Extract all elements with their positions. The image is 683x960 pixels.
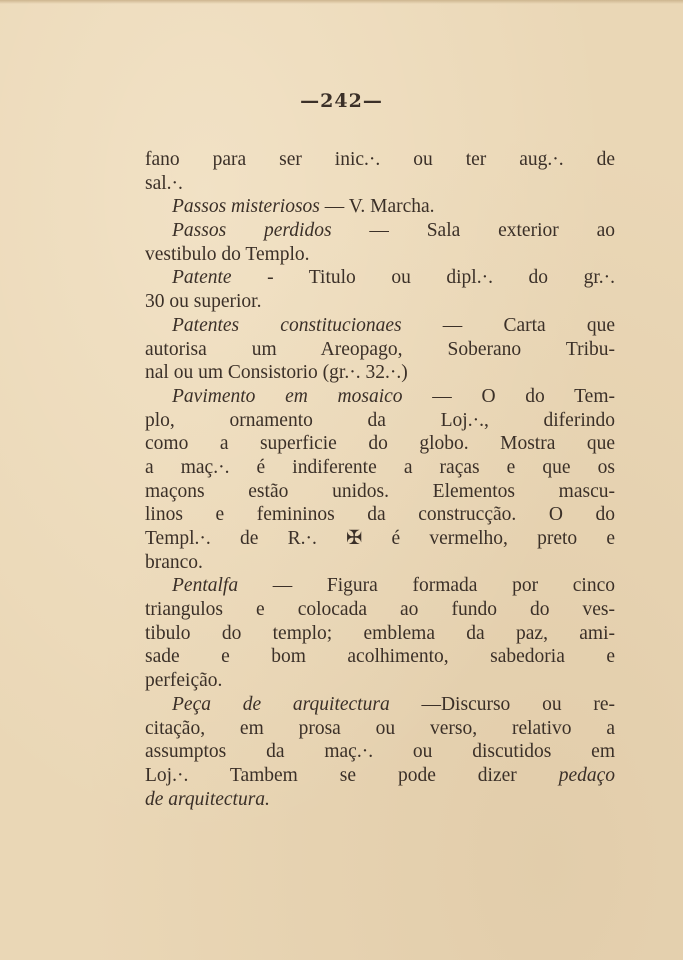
italic-term: Patente [172, 267, 232, 289]
text-segment: fano para ser inic.·. ou ter aug.·. de [145, 149, 615, 170]
text-line [145, 314, 615, 338]
italic-term: Peça de arquitectura [172, 693, 390, 715]
text-line [145, 480, 615, 504]
text-segment: — Figura formada por cinco [238, 575, 615, 597]
italic-term: Passos misteriosos [172, 196, 320, 218]
italic-term: Pentalfa [172, 575, 239, 597]
italic-term: de arquitectura. [145, 788, 270, 810]
text-segment: maçons estão unidos. Elementos mascu- [145, 480, 615, 502]
text-segment: - Titulo ou dipl.·. do gr.·. [231, 267, 615, 289]
text-segment: assumptos da maç.·. ou discutidos em [145, 741, 615, 763]
text-line [145, 409, 615, 433]
text-line [145, 195, 615, 219]
italic-term: Patentes constitucionaes [172, 314, 402, 336]
text-line [145, 788, 615, 812]
text-segment: Loj.·. Tambem se pode dizer [145, 764, 559, 786]
text-segment: linos e femininos da construcção. O do [145, 504, 615, 526]
text-line [145, 693, 615, 717]
text-line [145, 645, 615, 669]
text-segment: branco. [145, 551, 203, 573]
text-line [145, 243, 615, 267]
text-segment: —Discurso ou re- [389, 693, 615, 715]
text-line [145, 764, 615, 788]
text-segment: autorisa um Areopago, Soberano Tribu- [145, 338, 615, 360]
text-line [145, 574, 615, 598]
text-segment: como a superficie do globo. Mostra que [145, 433, 615, 455]
text-segment: plo, ornamento da Loj.·., diferindo [145, 409, 615, 431]
text-line [145, 740, 615, 764]
text-line [145, 669, 615, 693]
text-line [145, 338, 615, 362]
text-segment: nal ou um Consistorio (gr.·. 32.·.) [145, 362, 408, 384]
text-line [145, 456, 615, 480]
text-segment: Templ.·. de R.·. ✠ é vermelho, preto e [145, 528, 615, 549]
body-text [145, 148, 615, 811]
text-segment: a maç.·. é indiferente a raças e que os [145, 456, 615, 478]
text-segment: — Carta que [401, 314, 615, 336]
text-line [145, 432, 615, 456]
text-segment: perfeição. [145, 670, 223, 692]
text-line [145, 598, 615, 622]
text-line [145, 527, 615, 551]
text-segment: — O do Tem- [402, 385, 615, 407]
text-line [145, 551, 615, 575]
text-segment: — Sala exterior ao [331, 220, 615, 242]
text-line [145, 717, 615, 741]
italic-term: pedaço [558, 764, 615, 786]
text-segment: citação, em prosa ou verso, relativo a [145, 717, 615, 739]
page-number: —242— [300, 90, 383, 112]
text-segment: sal.·. [145, 172, 183, 194]
italic-term: Pavimento em mosaico [172, 385, 403, 407]
text-segment: — V. Marcha. [319, 196, 435, 218]
text-line [145, 172, 615, 196]
text-line [145, 290, 615, 314]
text-segment: triangulos e colocada ao fundo do ves- [145, 599, 615, 621]
text-line [145, 219, 615, 243]
text-line [145, 361, 615, 385]
text-segment: vestibulo do Templo. [145, 243, 310, 265]
text-line [145, 266, 615, 290]
text-line [145, 503, 615, 527]
text-line [145, 385, 615, 409]
text-segment: 30 ou superior. [145, 291, 262, 313]
page-edge [0, 0, 683, 4]
text-line [145, 622, 615, 646]
italic-term: Passos perdidos [172, 220, 332, 242]
text-segment: sade e bom acolhimento, sabedoria e [145, 646, 615, 668]
text-segment: tibulo do templo; emblema da paz, ami- [145, 622, 615, 644]
text-line [145, 148, 615, 172]
